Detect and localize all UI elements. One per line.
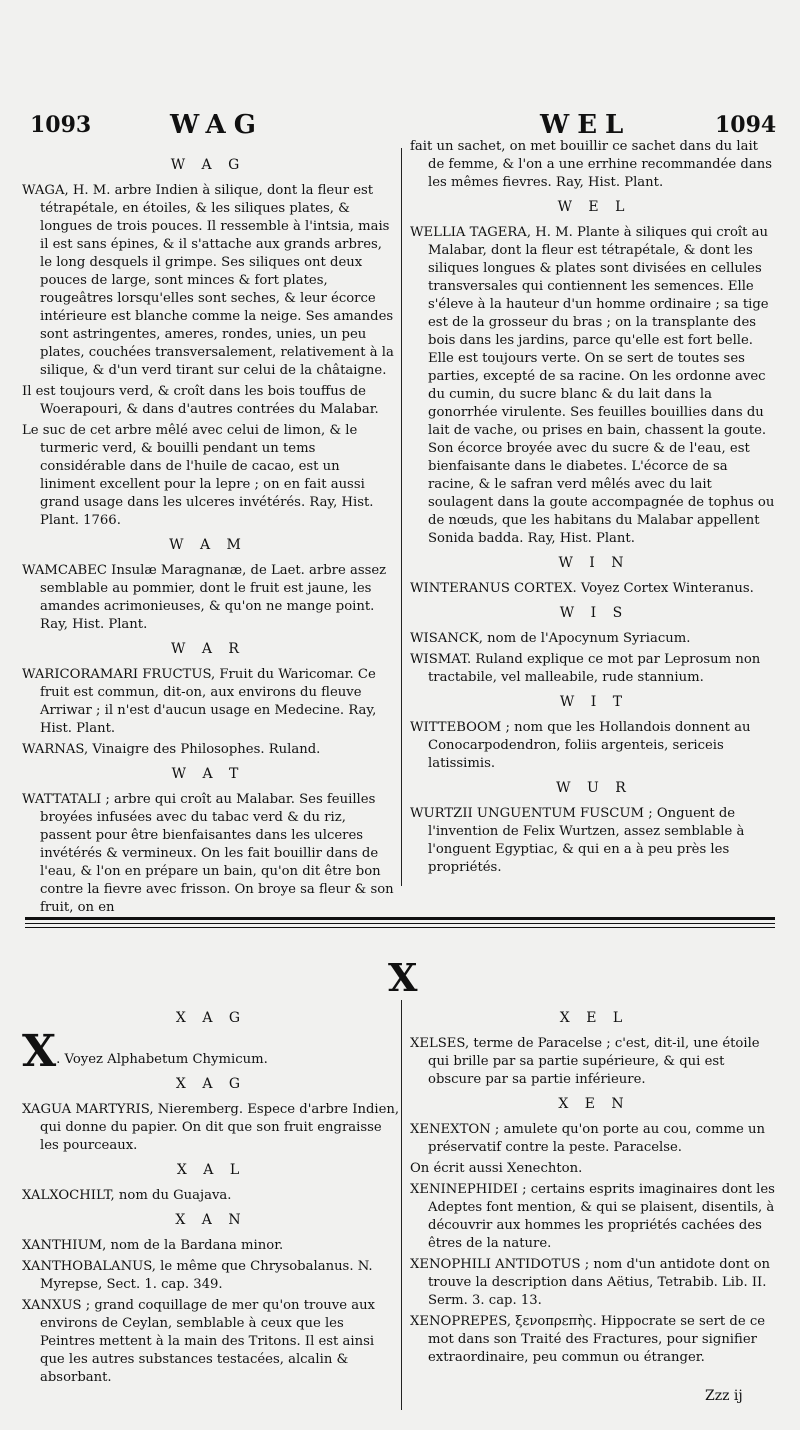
running-head-right: WEL bbox=[540, 110, 632, 140]
dictionary-entry: WINTERANUS CORTEX. Voyez Cortex Winteranus. bbox=[410, 581, 754, 596]
section-heading: W I T bbox=[559, 694, 629, 710]
section-heading: X A N bbox=[175, 1212, 247, 1228]
section-heading: X E N bbox=[558, 1096, 630, 1112]
bottom-left-column bbox=[22, 1003, 400, 1390]
section-heading: X A L bbox=[176, 1162, 246, 1178]
dictionary-entry: XAGUA MARTYRIS, Nieremberg. Espece d'arbre Indien, qui donne du papier. On dit que son fruit engraisse les pourceaux. bbox=[22, 1102, 400, 1153]
dictionary-entry: WARNAS, Vinaigre des Philosophes. Ruland. bbox=[22, 742, 321, 757]
column-divider-top bbox=[401, 148, 402, 886]
section-heading: W E L bbox=[557, 199, 631, 215]
dictionary-entry: XANTHIUM, nom de la Bardana minor. bbox=[22, 1238, 284, 1253]
section-heading: X A G bbox=[175, 1076, 247, 1092]
section-heading: W A G bbox=[170, 157, 246, 173]
dictionary-entry: WITTEBOOM ; nom que les Hollandois donnent au Conocarpodendron, foliis argenteis, sericeis latissimis. bbox=[410, 720, 751, 771]
drop-letter: X bbox=[22, 1026, 57, 1077]
dictionary-entry: XANXUS ; grand coquillage de mer qu'on trouve aux environs de Ceylan, semblable à ceux que les Peintres mettent à la main des Tritons. Il est ainsi que les autres substances testacées, alcalin & absorbant. bbox=[22, 1298, 375, 1385]
dictionary-entry: WAMCABEC Insulæ Maragnanæ, de Laet. arbre assez semblable au pommier, dont le fruit est jaune, les amandes acrimonieuses, & qu'on ne mange point. Ray, Hist. Plant. bbox=[22, 563, 387, 632]
section-heading: W A R bbox=[171, 641, 245, 657]
dictionary-entry: On écrit aussi Xenechton. bbox=[410, 1161, 583, 1176]
bottom-right-entries bbox=[410, 1035, 778, 1367]
running-head-left: WAG bbox=[170, 110, 264, 140]
dictionary-entry: WISANCK, nom de l'Apocynum Syriacum. bbox=[410, 631, 691, 646]
rule-thick bbox=[25, 917, 775, 920]
section-letter: X bbox=[388, 955, 418, 1000]
top-right-column bbox=[410, 138, 778, 880]
dictionary-entry: fait un sachet, on met bouillir ce sachet dans du lait de femme, & l'on a une errhine recommandée dans les mêmes fievres. Ray, Hist. Plant. bbox=[410, 139, 772, 190]
dictionary-entry: XENINEPHIDEI ; certains esprits imaginaires dont les Adeptes font mention, & qui se plaisent, disentils, à découvrir aux hommes les propriétés cachées des êtres de la nature. bbox=[410, 1182, 775, 1251]
dictionary-entry: XELSES, terme de Paracelse ; c'est, dit-il, une étoile qui brille par sa partie supérieure, & qui est obscure par sa partie inférieure. bbox=[410, 1036, 760, 1087]
dictionary-entry: XENOPREPES, ξενοπρεπὴς. Hippocrate se sert de ce mot dans son Traité des Fractures, pour signifier extraordinaire, peu commun ou étranger. bbox=[410, 1314, 766, 1365]
section-heading-xel: X E L bbox=[559, 1010, 629, 1026]
signature-mark: Zzz ij bbox=[705, 1388, 743, 1404]
section-heading: W U R bbox=[556, 780, 632, 796]
section-heading: W A T bbox=[171, 766, 245, 782]
top-left-column bbox=[22, 150, 394, 920]
dictionary-entry: WARICORAMARI FRUCTUS, Fruit du Waricomar. Ce fruit est commun, dit-on, aux environs du fleuve Arriwar ; il n'est d'aucun usage en Medecine. Ray, Hist. Plant. bbox=[22, 667, 377, 736]
dictionary-entry: WURTZII UNGUENTUM FUSCUM ; Onguent de l'invention de Felix Wurtzen, assez semblable à l'onguent Egyptiac, & qui en a à peu près les propriétés. bbox=[410, 806, 745, 875]
dictionary-entry: Le suc de cet arbre mêlé avec celui de limon, & le turmeric verd, & bouilli pendant un tems considérable dans de l'huile de cacao, est un liniment excellent pour la lepre ; on en fait aussi grand usage dans les ulceres invétérés. Ray, Hist. Plant. 1766. bbox=[22, 423, 374, 528]
dictionary-entry: Il est toujours verd, & croît dans les bois touffus de Woerapouri, & dans d'autres contrées du Malabar. bbox=[22, 384, 379, 417]
section-heading: W A M bbox=[169, 537, 247, 553]
column-divider-bottom bbox=[401, 1000, 402, 1410]
dictionary-entry: WATTATALI ; arbre qui croît au Malabar. Ses feuilles broyées infusées avec du tabac verd & du riz, passent pour être bienfaisantes dans les ulceres invétérés & vermineux. On les fait bouillir dans de l'eau, & l'on en prépare un bain, qu'on dit être bon contre la fievre avec frisson. On broye sa fleur & son fruit, on en bbox=[22, 792, 394, 915]
dictionary-entry: WAGA, H. M. arbre Indien à silique, dont la fleur est tétrapétale, en étoiles, & les siliques plates, & longues de trois pouces. Il ressemble à l'intsia, mais il est sans épines, & il s'attache aux grands arbres, le long desquels il grimpe. Ses siliques ont deux pouces de large, sont minces & fort plates, rougeâtres lorsqu'elles sont seches, & leur écorce intérieure est blanche comme la neige. Ses amandes sont astringentes, ameres, rondes, unies, un peu plates, couchées transversalement, relativement à la silique, & d'un verd tirant sur celui de la châtaigne. bbox=[22, 183, 394, 378]
dictionary-entry: XENEXTON ; amulete qu'on porte au cou, comme un préservatif contre la peste. Paracelse. bbox=[410, 1122, 765, 1155]
section-heading: W I S bbox=[559, 605, 629, 621]
dictionary-entry: WELLIA TAGERA, H. M. Plante à siliques qui croît au Malabar, dont la fleur est tétrapétale, & dont les siliques longues & plates sont divisées en cellules transversales qui contiennent les semences. Elle s'éleve à la hauteur d'un homme ordinaire ; sa tige est de la grosseur du bras ; on la transplante des bois dans les jardins, parce qu'elle est fort belle. Elle est toujours verte. On se sert de toutes ses parties, excepté de sa racine. On les ordonne avec du cumin, du sucre blanc & du lait dans la gonorrhée virulente. Ses feuilles bouillies dans du lait de vache, ou prises en bain, chassent la goute. Son écorce broyée avec du sucre & de l'eau, est bienfaisante dans le diabetes. L'écorce de sa racine, & le safran verd mêlés avec du lait soulagent dans la goute accompagnée de tophus ou de nœuds, que les habitans du Malabar appellent Sonida badda. Ray, Hist. Plant. bbox=[410, 225, 775, 546]
dictionary-entry: XALXOCHILT, nom du Guajava. bbox=[22, 1188, 232, 1203]
dictionary-entry: WISMAT. Ruland explique ce mot par Leprosum non tractabile, vel malleabile, rude stannium. bbox=[410, 652, 761, 685]
bottom-left-entries bbox=[22, 1075, 400, 1387]
bottom-right-column bbox=[410, 1003, 778, 1370]
dictionary-entry: XANTHOBALANUS, le même que Chrysobalanus. N. Myrepse, Sect. 1. cap. 349. bbox=[22, 1259, 373, 1292]
rule-thin-2 bbox=[25, 927, 775, 928]
drop-entry-text: . Voyez Alphabetum Chymicum. bbox=[56, 1052, 268, 1067]
section-heading: W I N bbox=[558, 555, 630, 571]
page-number-right: 1094 bbox=[715, 112, 777, 138]
section-heading-xag-top: X A G bbox=[175, 1010, 247, 1026]
page-number-left: 1093 bbox=[30, 112, 92, 138]
dictionary-entry: XENOPHILI ANTIDOTUS ; nom d'un antidote dont on trouve la description dans Aëtius, Tetrabib. Lib. II. Serm. 3. cap. 13. bbox=[410, 1257, 771, 1308]
drop-entry bbox=[22, 1026, 400, 1077]
rule-thin-1 bbox=[25, 923, 775, 924]
